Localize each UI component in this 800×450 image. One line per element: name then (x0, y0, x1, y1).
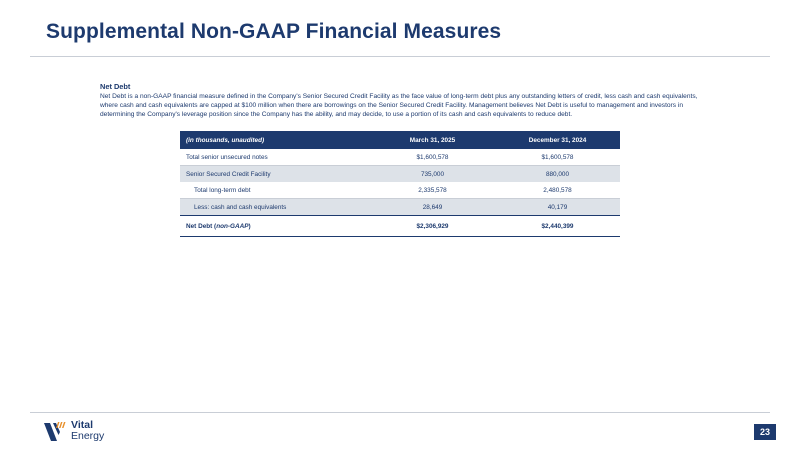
vital-energy-logo-mark-icon (44, 419, 70, 443)
total-value-march: $2,306,929 (370, 216, 495, 237)
table-header-row (180, 131, 620, 149)
page-number: 23 (754, 424, 776, 440)
logo-wordmark (71, 420, 104, 442)
row-label: Total senior unsecured notes (180, 149, 370, 166)
row-value-march: 735,000 (370, 166, 495, 183)
total-value-december: $2,440,399 (495, 216, 620, 237)
table-total-row (180, 216, 620, 237)
row-value-march: 2,335,578 (370, 182, 495, 199)
slide-title: Supplemental Non-GAAP Financial Measures (46, 20, 502, 43)
net-debt-table (180, 131, 620, 237)
logo-word-energy: Energy (71, 430, 105, 442)
row-label: Total long-term debt (180, 182, 370, 199)
definition-heading: Net Debt (100, 82, 131, 91)
table-row (180, 149, 620, 166)
table-row (180, 199, 620, 216)
row-value-march: $1,600,578 (370, 149, 495, 166)
table-row (180, 182, 620, 199)
header-units: (in thousands, unaudited) (180, 131, 370, 149)
row-value-december: 2,480,578 (495, 182, 620, 199)
logo-word-vital: Vital (71, 419, 93, 431)
header-december-2024: December 31, 2024 (495, 131, 620, 149)
row-value-december: 880,000 (495, 166, 620, 183)
row-label: Less: cash and cash equivalents (180, 199, 370, 216)
definition-text: Net Debt is a non-GAAP financial measure defined in the Company's Senior Secured Credit Facility as the face value of long-term debt plus any outstanding letters of credit, less cash and cash equivalents, where cash and cash equivalents are capped at $100 million when there are borrowings on the Senior Secured Credit Facility. Management believes Net Debt is useful to management and investors in determining the Company's leverage position since the Company has the ability, and may decide, to use a portion of its cash and cash equivalents to reduce debt. (100, 93, 698, 118)
row-value-december: 40,179 (495, 199, 620, 216)
header-march-2025: March 31, 2025 (370, 131, 495, 149)
title-divider (30, 56, 770, 57)
row-value-march: 28,649 (370, 199, 495, 216)
row-label: Senior Secured Credit Facility (180, 166, 370, 183)
footer-divider (30, 412, 770, 413)
total-label: Net Debt (non-GAAP) (180, 216, 370, 237)
table-row (180, 166, 620, 183)
net-debt-definition (100, 82, 710, 119)
row-value-december: $1,600,578 (495, 149, 620, 166)
company-logo (44, 419, 124, 445)
